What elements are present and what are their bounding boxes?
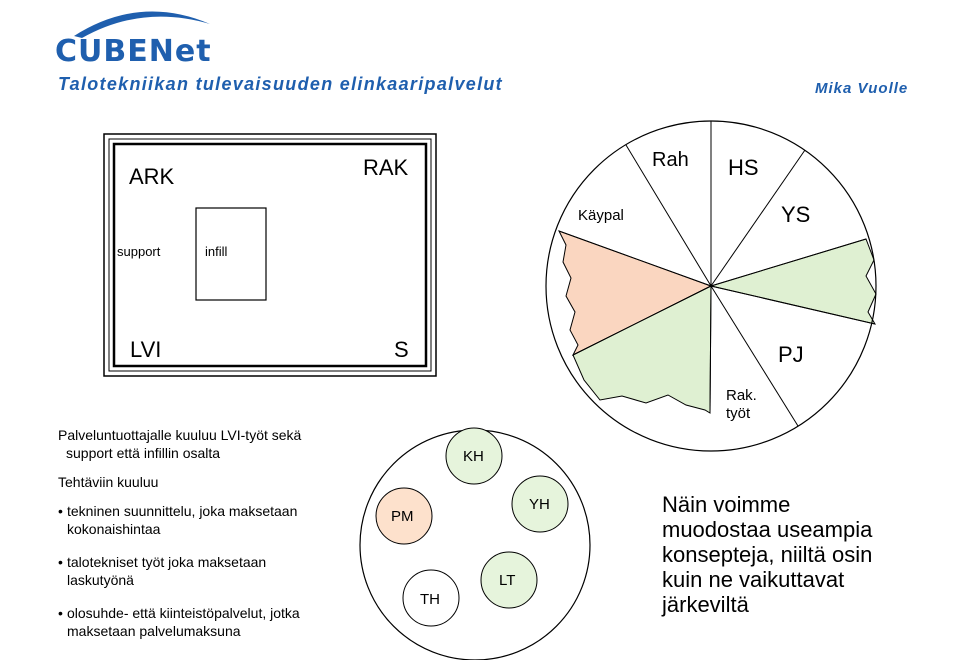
list-item (58, 604, 300, 640)
intro-text (58, 426, 301, 462)
label-support: support (117, 244, 161, 259)
label-s: S (394, 337, 409, 362)
label-rak: RAK (363, 155, 409, 180)
page-subtitle: Talotekniikan tulevaisuuden elinkaaripalvelut (58, 74, 503, 94)
label-ark: ARK (129, 164, 175, 189)
rak-tyot-line2: työt (726, 405, 751, 422)
bullet-line2: maksetaan palvelumaksuna (67, 623, 241, 639)
node-label-lt: LT (499, 572, 516, 589)
conclusion-line4: kuin ne vaikuttavat (662, 567, 845, 592)
pie-segment-green-right (711, 239, 876, 324)
logo: CUBENet (55, 34, 212, 69)
conclusion-line5: järkeviltä (662, 592, 749, 617)
node-label-kh: KH (463, 448, 484, 465)
bullet-line1: • tekninen suunnittelu, joka maksetaan (67, 503, 298, 519)
conclusion-line1: Näin voimme (662, 492, 791, 517)
pie-label-kaypal: Käypal (578, 207, 624, 224)
pie-label-ys: YS (781, 202, 811, 227)
rak-tyot-line1: Rak. (726, 387, 757, 404)
conclusion-line3: konsepteja, niiltä osin (662, 542, 873, 567)
list-item (58, 553, 300, 589)
pie-label-rak-tyot (726, 387, 757, 423)
intro-line2: support että infillin osalta (66, 445, 221, 461)
node-label-yh: YH (529, 496, 550, 513)
list-item (58, 502, 300, 538)
pie-chart (546, 121, 876, 451)
intro-line1: Palveluntuottajalle kuuluu LVI-työt sekä (58, 427, 302, 443)
task-list (58, 502, 300, 655)
pie-label-hs: HS (728, 155, 759, 180)
label-infill: infill (205, 244, 228, 259)
bullet-line1: • olosuhde- että kiinteistöpalvelut, jotka (67, 605, 300, 621)
author-name: Mika Vuolle (815, 80, 909, 97)
bullet-line2: kokonaishintaa (67, 521, 161, 537)
conclusion-text (662, 492, 872, 617)
bullet-line1: • talotekniset työt joka maksetaan (67, 554, 267, 570)
node-label-pm: PM (391, 508, 414, 525)
tasks-heading: Tehtäviin kuuluu (58, 474, 159, 490)
node-label-th: TH (420, 591, 440, 608)
label-lvi: LVI (130, 337, 162, 362)
pie-label-pj: PJ (778, 342, 804, 367)
pie-label-rah: Rah (652, 149, 689, 171)
conclusion-line2: muodostaa useampia (662, 517, 873, 542)
bullet-line2: laskutyönä (67, 572, 134, 588)
